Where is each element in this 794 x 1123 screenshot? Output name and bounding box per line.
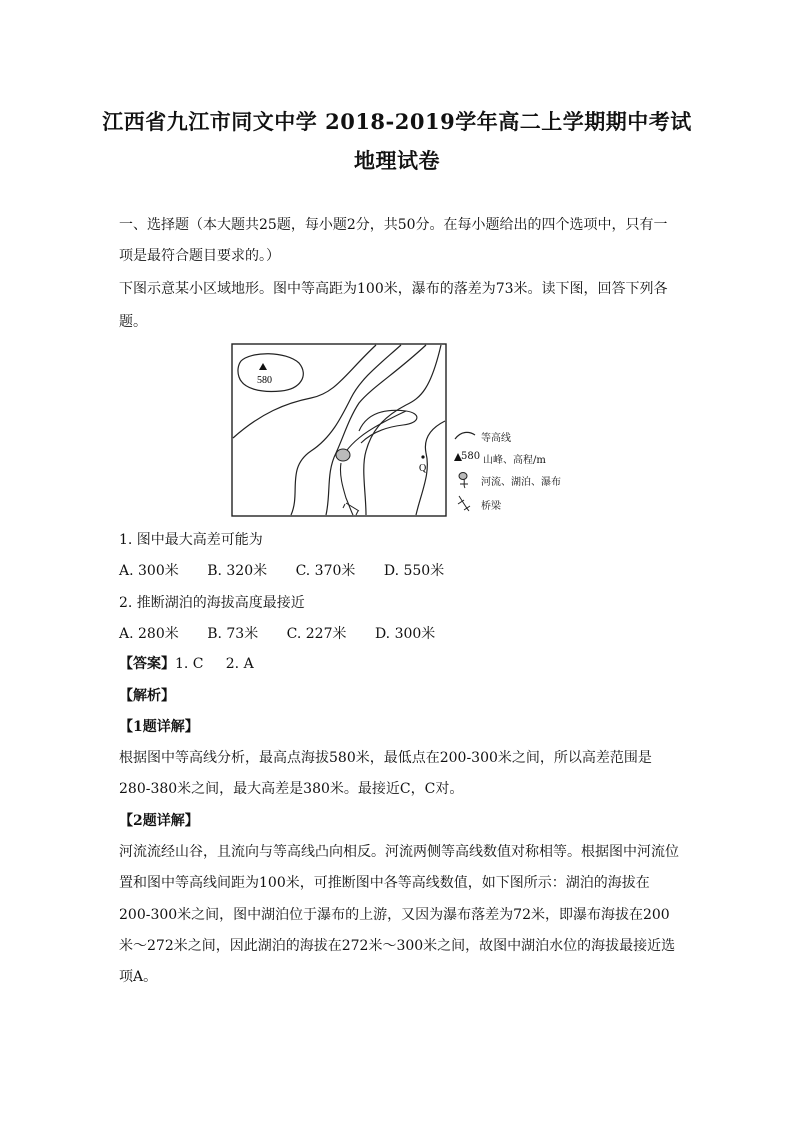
option-b: B. 73米 xyxy=(207,626,259,642)
section-heading-line-2: 项是最符合题目要求的。） xyxy=(119,248,280,264)
question-2-stem: 2. 推断湖泊的海拔高度最接近 xyxy=(119,595,305,611)
option-a: A. 300米 xyxy=(119,563,179,579)
option-c: C. 370米 xyxy=(295,563,356,579)
bridge-legend-icon xyxy=(455,494,479,512)
legend-water xyxy=(453,471,613,487)
point-q-label: Q xyxy=(419,463,427,474)
question-1-stem: 1. 图中最大高差可能为 xyxy=(119,532,263,548)
q2-detail-line-5: 项A。 xyxy=(119,969,158,985)
answer-text: 1. C 2. A xyxy=(175,656,254,672)
legend-bridge xyxy=(453,495,613,511)
q2-detail-line-2: 置和图中等高线间距为100米，可推断图中各等高线数值，如下图所示：湖泊的海拔在 xyxy=(119,875,650,891)
legend-peak-label: 山峰、高程/m xyxy=(483,455,546,466)
q2-detail-line-3: 200-300米之间，图中湖泊位于瀑布的上游，又因为瀑布落差为72米，即瀑布海拔在200 xyxy=(119,907,670,923)
legend-contour xyxy=(453,427,613,443)
option-d: D. 300米 xyxy=(374,626,436,642)
q1-detail-line-2: 280-380米之间，最大高差是380米。最接近C，C对。 xyxy=(119,781,464,797)
legend-water-label: 河流、湖泊、瀑布 xyxy=(481,477,561,488)
option-d: D. 550米 xyxy=(383,563,445,579)
intro-line-1: 下图示意某小区域地形。图中等高距为100米，瀑布的落差为73米。读下图，回答下列各 xyxy=(119,281,668,297)
point-q-dot xyxy=(421,455,424,458)
page-title-line-2: 地理试卷 xyxy=(354,148,440,173)
answer-line xyxy=(119,654,684,674)
option-c: C. 227米 xyxy=(286,626,347,642)
legend-peak-value: 580 xyxy=(461,451,481,462)
legend-bridge-label: 桥梁 xyxy=(481,501,501,512)
q2-detail-line-1: 河流流经山谷，且流向与等高线凸向相反。河流两侧等高线数值对称相等。根据图中河流位 xyxy=(119,844,679,860)
intro-line-2: 题。 xyxy=(119,314,147,330)
peak-label: 580 xyxy=(257,375,272,386)
q1-detail-label: 【1题详解】 xyxy=(119,719,199,735)
section-heading-line-1: 一、选择题（本大题共25题，每小题2分，共50分。在每小题给出的四个选项中，只有一 xyxy=(119,217,668,233)
legend-contour-label: 等高线 xyxy=(481,433,511,444)
q2-detail-line-4: 米～272米之间，因此湖泊的海拔在272米～300米之间，故图中湖泊水位的海拔最接近选 xyxy=(119,938,676,954)
legend-peak xyxy=(453,449,613,465)
lake-shape xyxy=(336,449,350,461)
water-legend-icon xyxy=(455,469,479,489)
q1-detail-line-1: 根据图中等高线分析，最高点海拔580米，最低点在200-300米之间，所以高差范围是 xyxy=(119,750,652,766)
option-a: A. 280米 xyxy=(119,626,179,642)
question-1-options xyxy=(119,561,684,581)
q2-detail-label: 【2题详解】 xyxy=(119,813,199,829)
option-b: B. 320米 xyxy=(207,563,268,579)
answer-label: 【答案】 xyxy=(119,656,175,672)
page-title-line-1: 江西省九江市同文中学 2018-2019学年高二上学期期中考试 xyxy=(102,109,692,134)
topographic-map xyxy=(231,343,447,517)
question-2-options xyxy=(119,624,684,644)
analysis-label: 【解析】 xyxy=(119,688,175,704)
contour-legend-icon xyxy=(453,429,477,443)
